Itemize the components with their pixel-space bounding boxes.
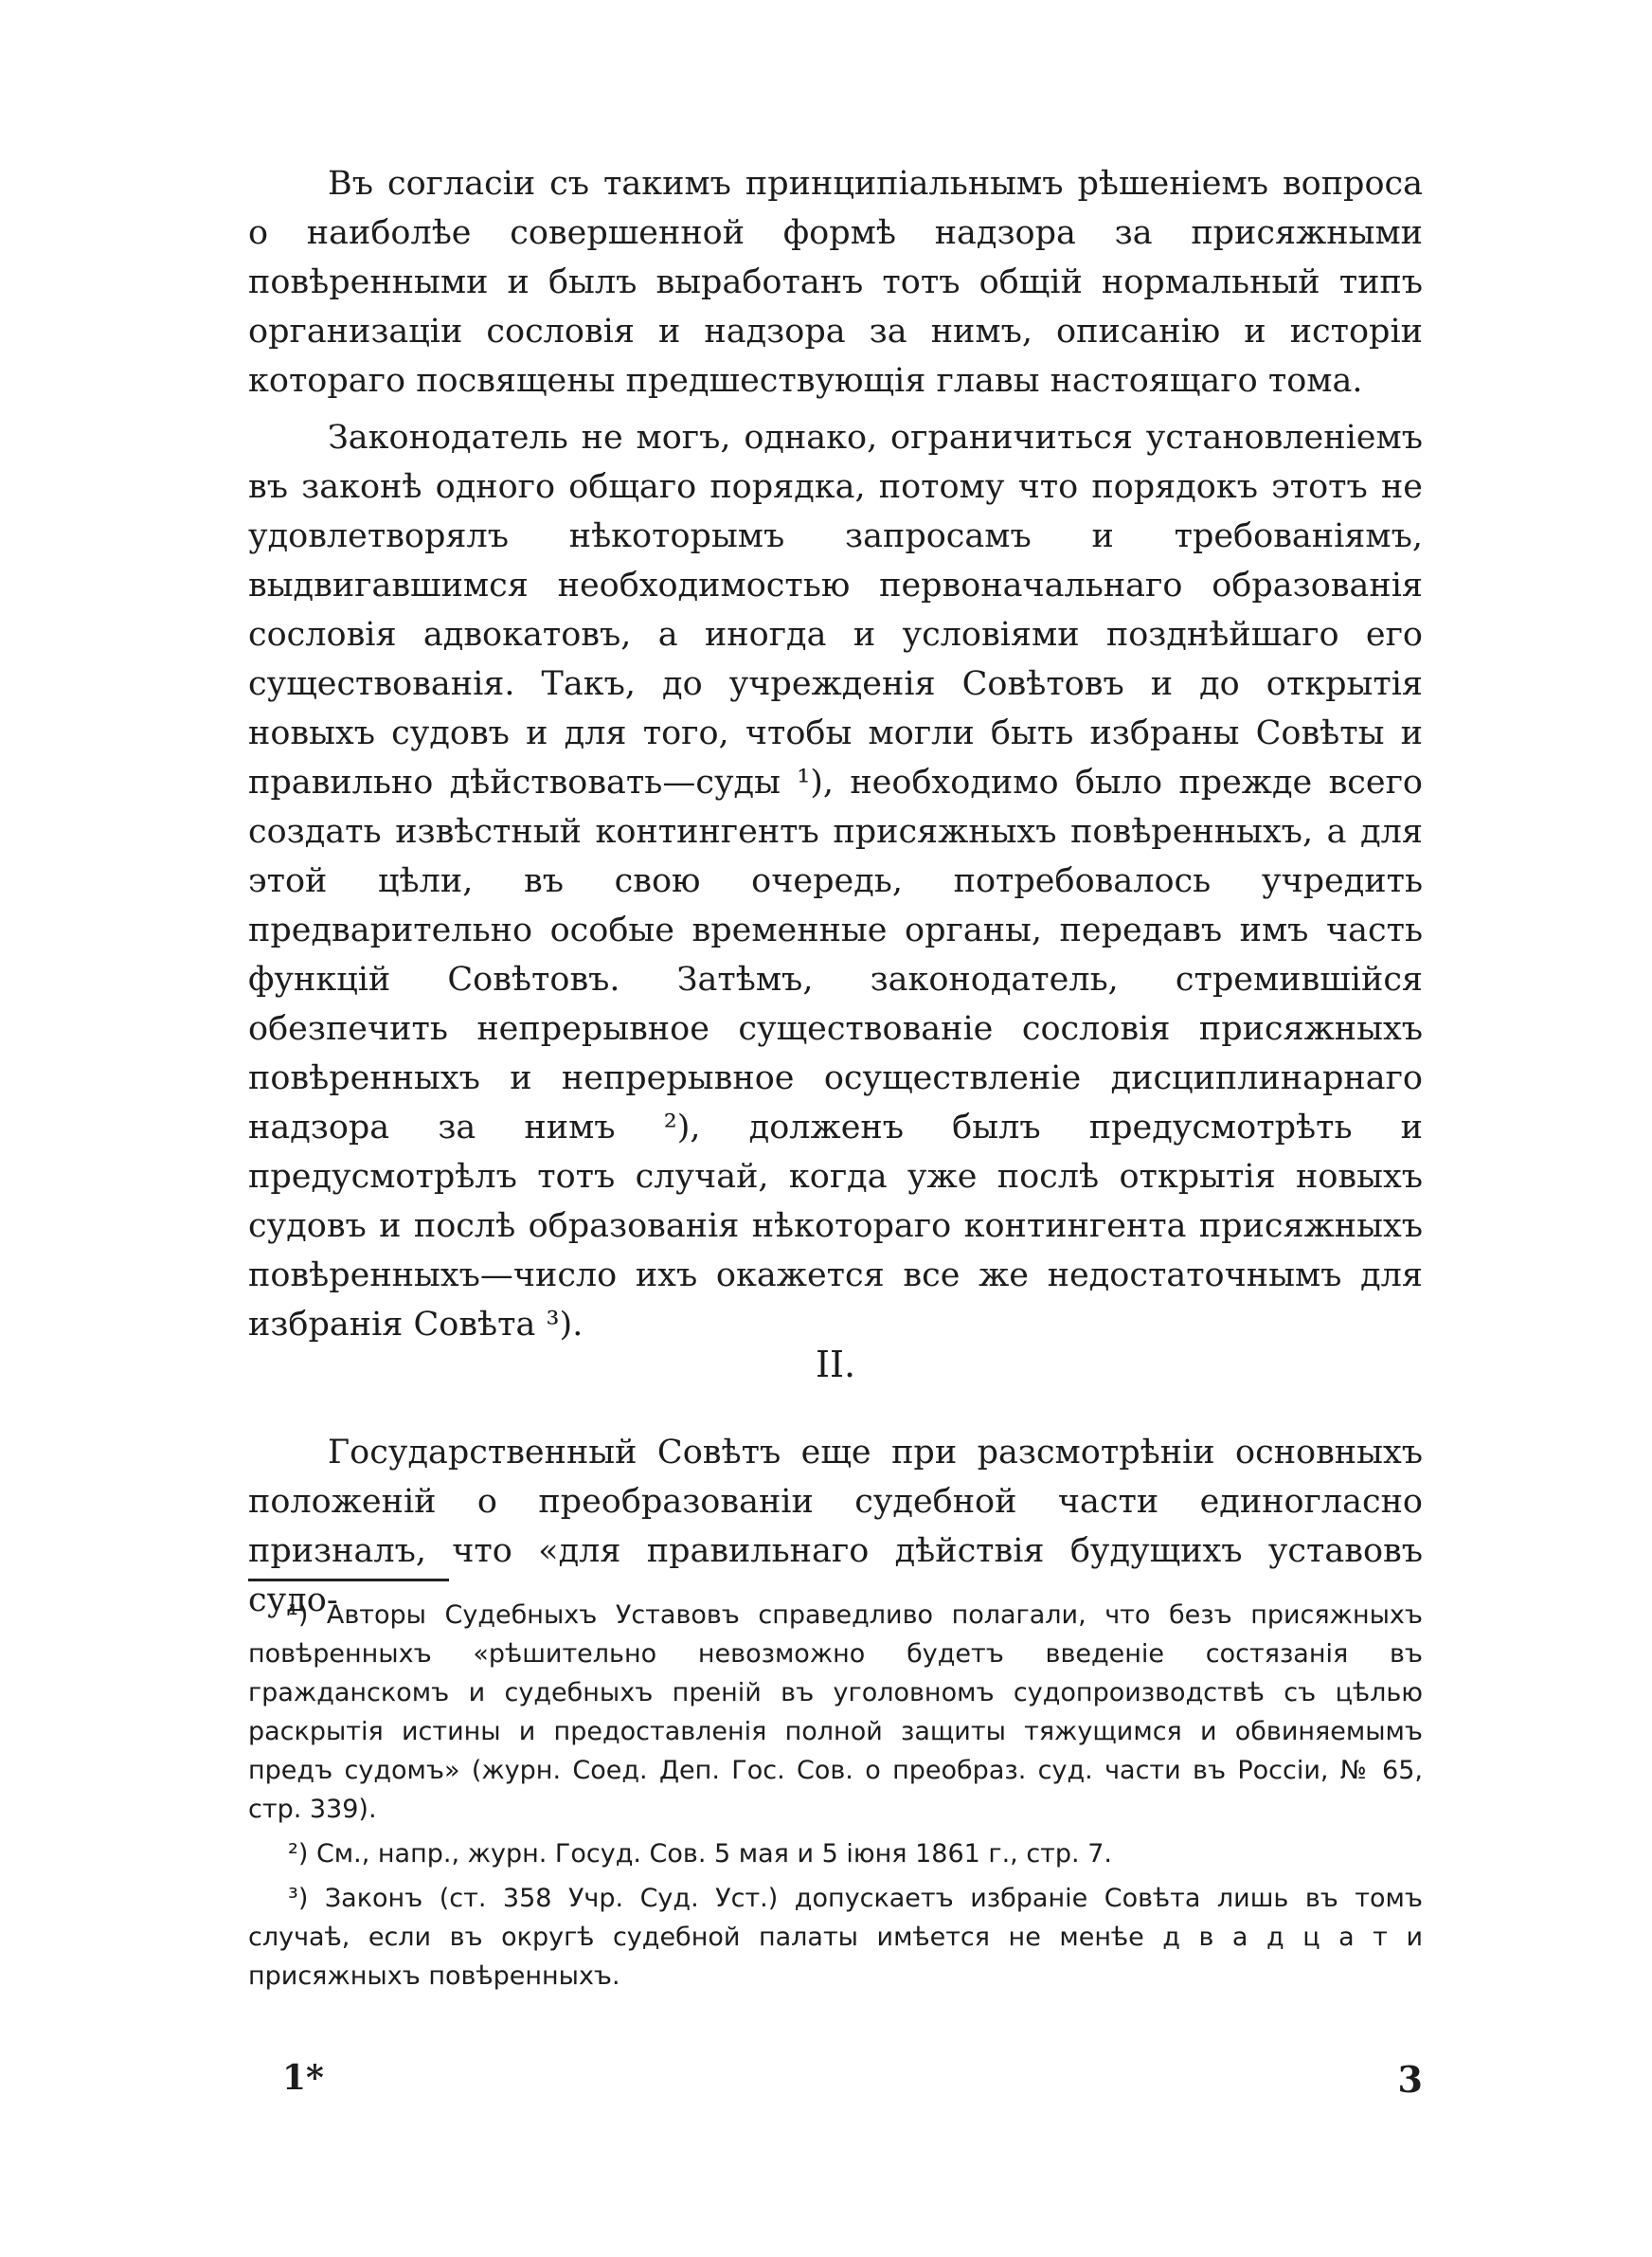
section-paragraph: Государственный Совѣтъ еще при разсмотрѣніи основныхъ положеній о преобразованіи судебной части единогласно призналъ, что «для правильнаго дѣйствія будущихъ уставовъ судо-	[248, 1434, 1423, 1619]
signature-mark: 1*	[282, 2058, 324, 2098]
footnotes	[248, 1596, 1423, 1995]
footnote-3: ³) Законъ (ст. 358 Учр. Суд. Уст.) допускаетъ избраніе Совѣта лишь въ томъ случаѣ, если въ округѣ судебной палаты имѣется не менѣе д в а д ц а т и присяжныхъ повѣренныхъ.	[248, 1884, 1423, 1991]
page-footer	[248, 2058, 1423, 2111]
section-heading: II.	[815, 1344, 856, 1385]
paragraph-2: Законодатель не могъ, однако, ограничиться установленіемъ въ законѣ одного общаго порядка, потому что порядокъ этотъ не удовлетворялъ нѣкоторымъ запросамъ и требованіямъ, выдвигавшимся необходимостью первоначальнаго образованія сословія адвокатовъ, а иногда и условіями позднѣйшаго его существованія. Такъ, до учрежденія Совѣтовъ и до открытія новыхъ судовъ и для того, чтобы могли быть избраны Совѣты и правильно дѣйствовать—суды ¹), необходимо было прежде всего создать извѣстный контингентъ присяжныхъ повѣренныхъ, а для этой цѣли, въ свою очередь, потребовалось учредить предварительно особые временные органы, передавъ имъ часть функцій Совѣтовъ. Затѣмъ, законодатель, стремившійся обезпечить непрерывное существованіе сословія присяжныхъ повѣренныхъ и непрерывное осуществленіе дисциплинарнаго надзора за нимъ ²), долженъ былъ предусмотрѣть и предусмотрѣлъ тотъ случай, когда уже послѣ открытія новыхъ судовъ и послѣ образованія нѣкотораго контингента присяжныхъ повѣренныхъ—число ихъ окажется все же недостаточнымъ для избранія Совѣта ³).	[248, 419, 1423, 1344]
paragraph-1: Въ согласіи съ такимъ принципіальнымъ рѣшеніемъ вопроса о наиболѣе совершенной формѣ надзора за присяжными повѣренными и былъ выработанъ тотъ общій нормальный типъ организаціи сословія и надзора за нимъ, описанію и исторіи котораго посвящены предшествующія главы настоящаго тома.	[248, 165, 1423, 400]
main-text	[248, 159, 1423, 1349]
footnote-2: ²) См., напр., журн. Госуд. Сов. 5 мая и 5 іюня 1861 г., стр. 7.	[288, 1839, 1112, 1869]
footnote-1: ¹) Авторы Судебныхъ Уставовъ справедливо полагали, что безъ присяжныхъ повѣренныхъ «рѣшительно невозможно будетъ введеніе состязанія въ гражданскомъ и судебныхъ преній въ уголовномъ судопроизводствѣ съ цѣлью раскрытія истины и предоставленія полной защиты тяжущимся и обвиняемымъ предъ судомъ» (журн. Соед. Деп. Гос. Сов. о преобраз. суд. части въ Россіи, № 65, стр. 339).	[248, 1600, 1423, 1824]
footnote-divider	[248, 1579, 449, 1581]
page-number: 3	[1397, 2058, 1423, 2101]
